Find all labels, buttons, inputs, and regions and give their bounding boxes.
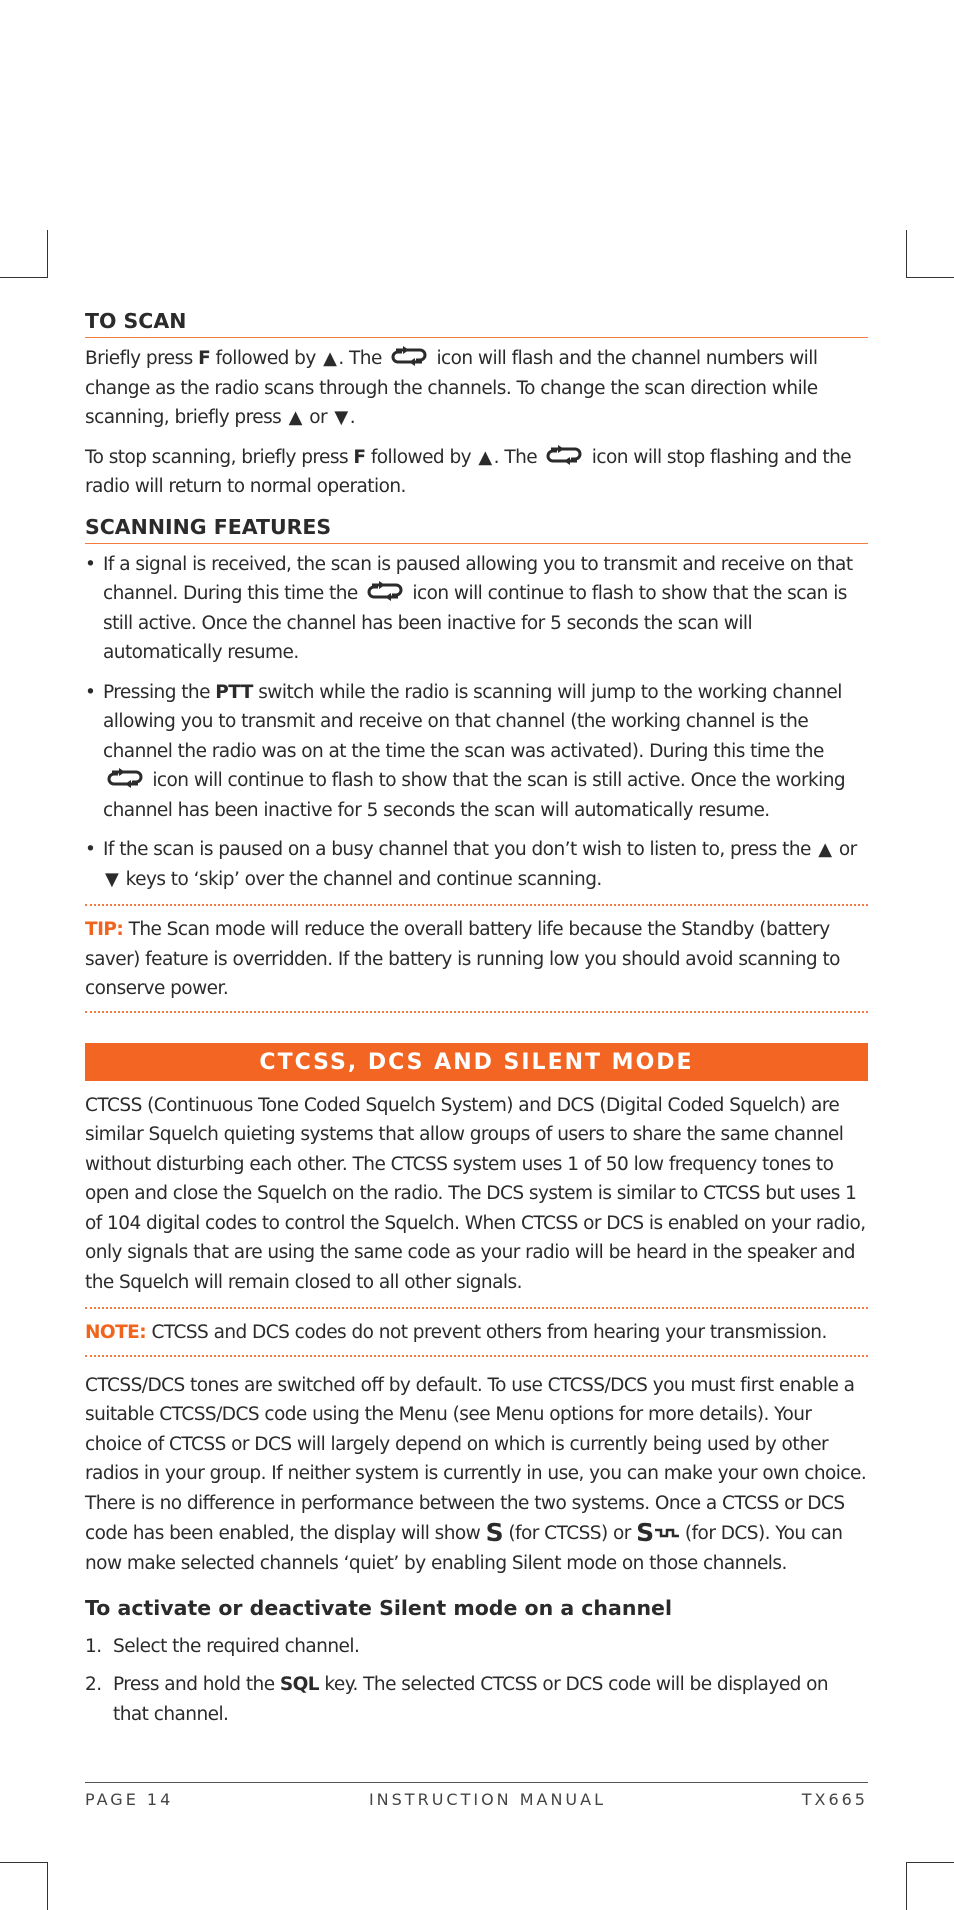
list-item: • If a signal is received, the scan is paused allowing you to transmit and receive on that channel. During this time the icon will continue to flash to show that the scan is still active. Once the channel has been inactive for 5 seconds the scan will automatically resume. (85, 550, 868, 668)
crop-mark (906, 277, 954, 278)
tip-callout (85, 906, 868, 1011)
crop-mark (906, 1862, 907, 1910)
tip-text: The Scan mode will reduce the overall battery life because the Standby (battery saver) feature is overridden. If the battery is running low you should avoid scanning to conserve power. (85, 919, 840, 999)
list-item: 2. Press and hold the SQL key. The selected CTCSS or DCS code will be displayed on that channel. (85, 1674, 829, 1725)
footer-model: TX665 (801, 1790, 868, 1809)
dotted-divider (85, 1355, 868, 1357)
key-ptt: PTT (215, 681, 253, 703)
up-arrow-icon: ▲ (288, 407, 302, 428)
scan-paragraph-2: To stop scanning, briefly press F followed by ▲ . The icon will stop flashing and the radio will return to normal operation. (85, 443, 868, 502)
features-list (85, 550, 868, 895)
up-arrow-icon: ▲ (818, 839, 832, 860)
page-content (85, 306, 868, 1738)
down-arrow-icon: ▼ (334, 407, 348, 428)
key-sql: SQL (279, 1674, 320, 1695)
note-callout (85, 1309, 868, 1355)
dotted-divider (85, 1011, 868, 1013)
heading-silent-mode: To activate or deactivate Silent mode on a channel (85, 1596, 672, 1620)
section-banner: CTCSS, DCS AND SILENT MODE (85, 1043, 868, 1081)
key-f: F (198, 348, 211, 369)
list-item: 1. Select the required channel. (85, 1635, 360, 1657)
crop-mark (47, 230, 48, 278)
dcs-wave-icon (654, 1525, 680, 1539)
tip-label: TIP: (85, 919, 124, 940)
dcs-s-wave-icon: S (636, 1518, 679, 1547)
ctcss-s-icon: S (485, 1518, 504, 1547)
footer-title: INSTRUCTION MANUAL (368, 1790, 606, 1809)
down-arrow-icon: ▼ (105, 868, 119, 890)
scan-icon (544, 443, 584, 467)
crop-mark (47, 1862, 48, 1910)
page-footer (85, 1782, 868, 1809)
ctcss-paragraph-2: CTCSS/DCS tones are switched off by default. To use CTCSS/DCS you must first enable a suitable CTCSS/DCS code using the Menu (see Menu options for more details). Your choice of CTCSS or DCS will largely depend on which is currently being used by other radios in your group. If neither system is currently in use, you can make your own choice. There is no difference in performance between the two systems. Once a CTCSS or DCS code has been enabled, the display will show S (for CTCSS) or S (for DCS). You can now make selected channels ‘quiet’ by enabling Silent mode on those channels. (85, 1374, 867, 1574)
crop-mark (906, 230, 907, 278)
crop-mark (906, 1862, 954, 1863)
heading-scanning-features: SCANNING FEATURES (85, 512, 868, 544)
scan-icon (365, 579, 405, 603)
note-label: NOTE: (85, 1322, 147, 1343)
note-text: CTCSS and DCS codes do not prevent others from hearing your transmission. (146, 1322, 827, 1343)
scan-paragraph-1: Briefly press F followed by ▲ . The icon will flash and the channel numbers will change as the radio scans through the channels. To change the scan direction while scanning, briefly press ▲ or ▼ . (85, 344, 868, 433)
up-arrow-icon: ▲ (323, 348, 337, 369)
crop-mark (0, 277, 48, 278)
scan-icon (105, 766, 145, 790)
footer-page-number: PAGE 14 (85, 1790, 174, 1809)
list-item: • If the scan is paused on a busy channel that you don’t wish to listen to, press the ▲ or ▼ keys to ‘skip’ over the channel and continue scanning. (85, 835, 868, 894)
heading-to-scan: TO SCAN (85, 306, 868, 338)
list-item: • Pressing the PTT switch while the radio is scanning will jump to the working channel allowing you to transmit and receive on that channel (the working channel is the channel the radio was on at the time the scan was activated). During this time the icon will continue to flash to show that the scan is still active. Once the working channel has been inactive for 5 seconds the scan will automatically resume. (85, 678, 868, 826)
up-arrow-icon: ▲ (478, 446, 492, 468)
key-f: F (353, 446, 366, 468)
scan-icon (389, 344, 429, 368)
steps-list (85, 1632, 868, 1730)
crop-mark (0, 1862, 48, 1863)
ctcss-paragraph-1: CTCSS (Continuous Tone Coded Squelch System) and DCS (Digital Coded Squelch) are similar Squelch quieting systems that allow groups of users to share the same channel without disturbing each other. The CTCSS system uses 1 of 50 low frequency tones to open and close the Squelch on the radio. The DCS system is similar to CTCSS but uses 1 of 104 digital codes to control the Squelch. When CTCSS or DCS is enabled on your radio, only signals that are using the same code as your radio will be heard in the speaker and the Squelch will remain closed to all other signals. (85, 1094, 866, 1293)
